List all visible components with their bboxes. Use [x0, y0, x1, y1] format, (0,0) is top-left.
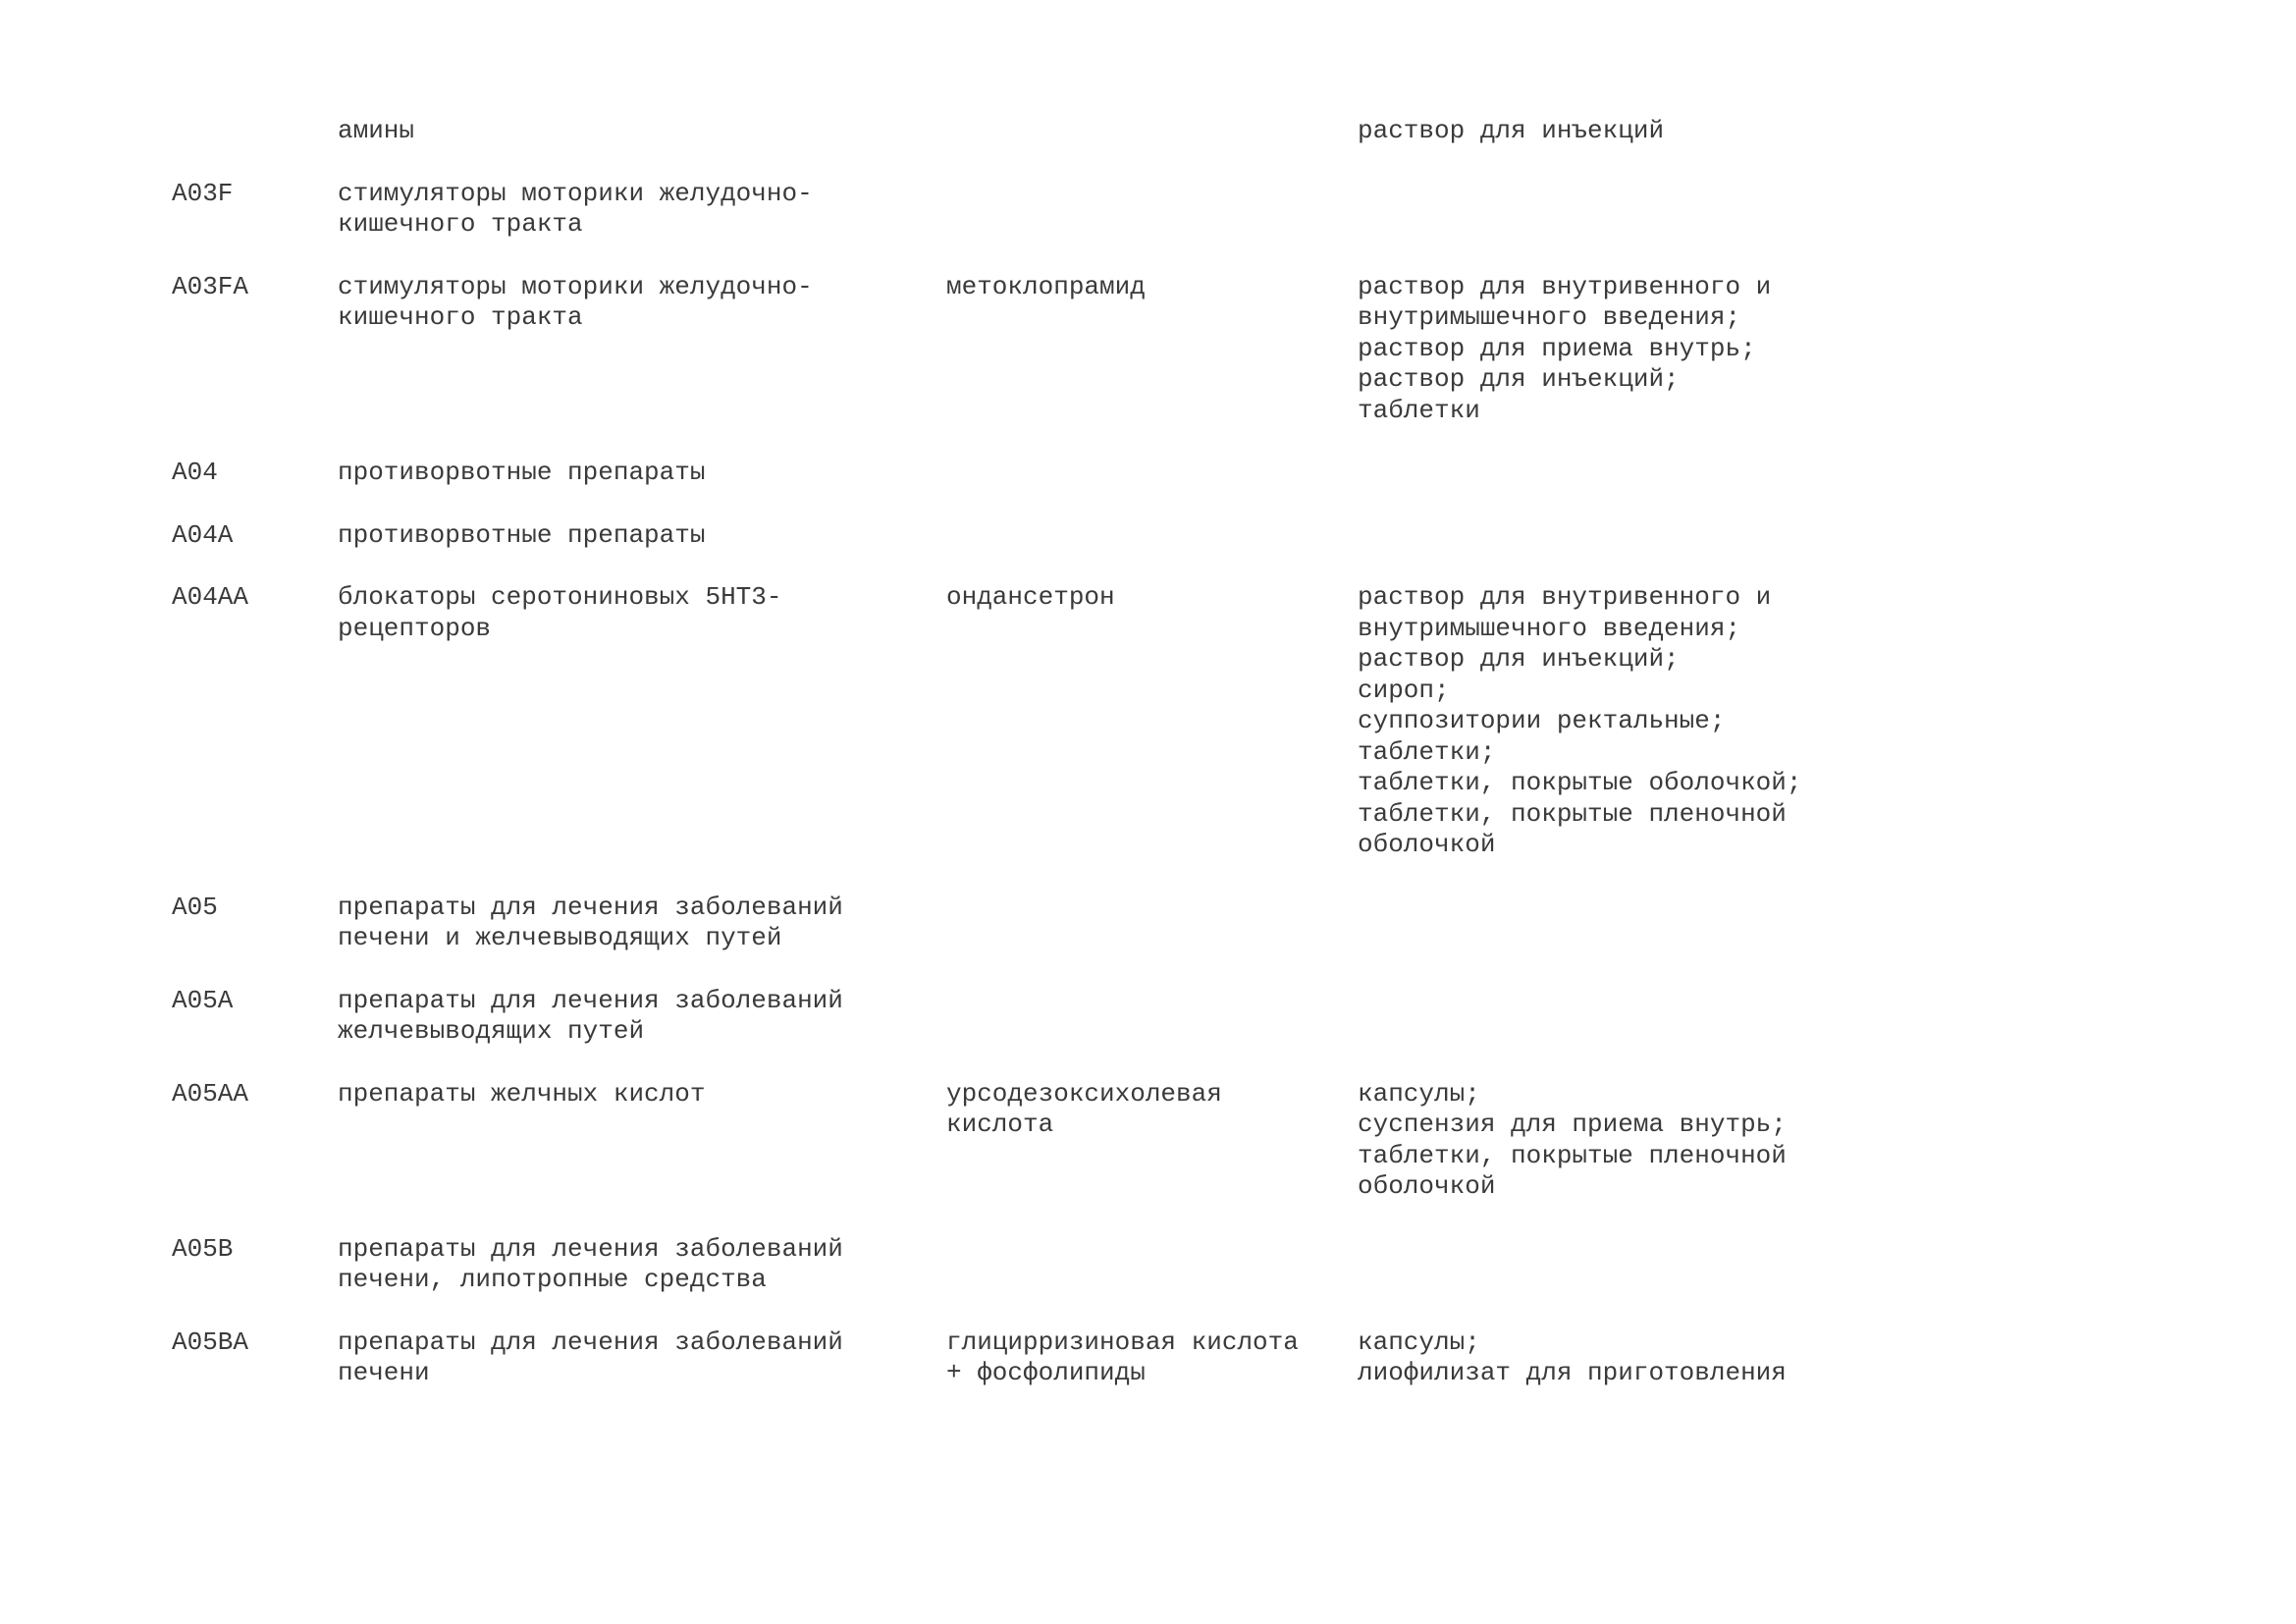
atc-code-cell: [172, 893, 338, 924]
atc-code-cell: [172, 1079, 338, 1110]
drug-classification-table: [172, 116, 1939, 1421]
atc-code-cell: [172, 1327, 338, 1359]
pharmacological-group-line: блокаторы серотониновых 5HT3-: [338, 582, 782, 612]
dosage-forms-line: таблетки, покрытые оболочкой;: [1358, 768, 1802, 797]
dosage-forms-cell: [1358, 1079, 1907, 1203]
atc-code-text: A03FA: [172, 271, 249, 301]
drug-name-line: урсодезоксихолевая: [946, 1078, 1222, 1109]
pharmacological-group-cell: [338, 1327, 946, 1389]
dosage-forms-line: таблетки;: [1358, 736, 1496, 767]
dosage-forms-line: таблетки, покрытые пленочной: [1358, 798, 1787, 829]
pharmacological-group-line: противорвотные препараты: [338, 519, 706, 550]
atc-code-text: A05: [172, 892, 218, 922]
drug-name-cell: [946, 1327, 1358, 1389]
dosage-forms-line: раствор для инъекций: [1358, 116, 1665, 145]
pharmacological-group-line: препараты для лечения заболеваний: [338, 1326, 843, 1357]
table-row: [172, 116, 1939, 147]
pharmacological-group-line: препараты для лечения заболеваний: [338, 1233, 843, 1264]
atc-code-cell: [172, 582, 338, 614]
pharmacological-group-line: рецепторов: [338, 613, 492, 643]
pharmacological-group-cell: [338, 458, 946, 489]
table-row: [172, 582, 1939, 861]
pharmacological-group-cell: [338, 582, 946, 644]
drug-name-cell: [946, 272, 1358, 303]
dosage-forms-line: таблетки: [1358, 395, 1480, 425]
table-row: [172, 272, 1939, 427]
pharmacological-group-cell: [338, 893, 946, 954]
drug-name-cell: [946, 582, 1358, 614]
atc-code-cell: [172, 272, 338, 303]
pharmacological-group-line: противорвотные препараты: [338, 458, 706, 487]
pharmacological-group-cell: [338, 520, 946, 552]
dosage-forms-cell: [1358, 582, 1907, 861]
dosage-forms-line: сироп;: [1358, 675, 1450, 705]
atc-code-text: A04: [172, 458, 218, 487]
drug-name-line: метоклопрамид: [946, 271, 1146, 301]
atc-code-cell: [172, 520, 338, 552]
pharmacological-group-cell: [338, 179, 946, 241]
atc-code-cell: [172, 458, 338, 489]
pharmacological-group-line: печени и желчевыводящих путей: [338, 923, 782, 952]
table-row: [172, 986, 1939, 1048]
dosage-forms-line: суппозитории ректальные;: [1358, 706, 1726, 735]
table-row: [172, 1079, 1939, 1203]
pharmacological-group-line: желчевыводящих путей: [338, 1016, 645, 1046]
pharmacological-group-cell: [338, 272, 946, 334]
table-row: [172, 893, 1939, 954]
atc-code-text: A04AA: [172, 582, 249, 612]
pharmacological-group-line: амины: [338, 116, 415, 145]
pharmacological-group-cell: [338, 116, 946, 147]
dosage-forms-line: капсулы;: [1358, 1078, 1480, 1109]
table-row: [172, 1327, 1939, 1389]
dosage-forms-line: таблетки, покрытые пленочной: [1358, 1140, 1787, 1170]
pharmacological-group-line: кишечного тракта: [338, 209, 583, 239]
dosage-forms-line: раствор для приема внутрь;: [1358, 333, 1756, 363]
pharmacological-group-line: кишечного тракта: [338, 302, 583, 332]
atc-code-text: A05BA: [172, 1326, 249, 1357]
dosage-forms-line: оболочкой: [1358, 1171, 1496, 1201]
atc-code-cell: [172, 179, 338, 210]
atc-code-cell: [172, 986, 338, 1017]
dosage-forms-cell: [1358, 116, 1907, 147]
dosage-forms-line: лиофилизат для приготовления: [1358, 1358, 1787, 1387]
drug-name-line: ондансетрон: [946, 582, 1115, 612]
atc-code-cell: [172, 1234, 338, 1266]
dosage-forms-line: внутримышечного введения;: [1358, 302, 1741, 332]
drug-name-line: + фосфолипиды: [946, 1358, 1146, 1387]
table-row: [172, 179, 1939, 241]
dosage-forms-line: раствор для инъекций;: [1358, 364, 1680, 394]
table-row: [172, 1234, 1939, 1296]
dosage-forms-line: капсулы;: [1358, 1326, 1480, 1357]
table-row: [172, 458, 1939, 489]
pharmacological-group-line: печени, липотропные средства: [338, 1265, 767, 1294]
pharmacological-group-line: препараты желчных кислот: [338, 1078, 706, 1109]
pharmacological-group-line: стимуляторы моторики желудочно-: [338, 178, 813, 208]
drug-name-line: кислота: [946, 1110, 1054, 1139]
dosage-forms-line: раствор для внутривенного и: [1358, 582, 1772, 612]
dosage-forms-cell: [1358, 272, 1907, 427]
dosage-forms-line: раствор для внутривенного и: [1358, 271, 1772, 301]
pharmacological-group-cell: [338, 1234, 946, 1296]
dosage-forms-line: раствор для инъекций;: [1358, 644, 1680, 674]
pharmacological-group-line: препараты для лечения заболеваний: [338, 892, 843, 922]
drug-name-cell: [946, 1079, 1358, 1141]
dosage-forms-line: внутримышечного введения;: [1358, 613, 1741, 643]
dosage-forms-line: суспензия для приема внутрь;: [1358, 1110, 1787, 1139]
dosage-forms-line: оболочкой: [1358, 830, 1496, 859]
pharmacological-group-line: стимуляторы моторики желудочно-: [338, 271, 813, 301]
pharmacological-group-cell: [338, 986, 946, 1048]
dosage-forms-cell: [1358, 1327, 1907, 1389]
atc-code-text: A05B: [172, 1233, 234, 1264]
atc-code-text: A05AA: [172, 1078, 249, 1109]
pharmacological-group-line: печени: [338, 1358, 430, 1387]
atc-code-text: A03F: [172, 178, 234, 208]
atc-code-text: A04A: [172, 519, 234, 550]
table-row: [172, 520, 1939, 552]
atc-code-text: A05A: [172, 985, 234, 1015]
pharmacological-group-line: препараты для лечения заболеваний: [338, 985, 843, 1015]
drug-name-line: глицирризиновая кислота: [946, 1326, 1299, 1357]
pharmacological-group-cell: [338, 1079, 946, 1110]
